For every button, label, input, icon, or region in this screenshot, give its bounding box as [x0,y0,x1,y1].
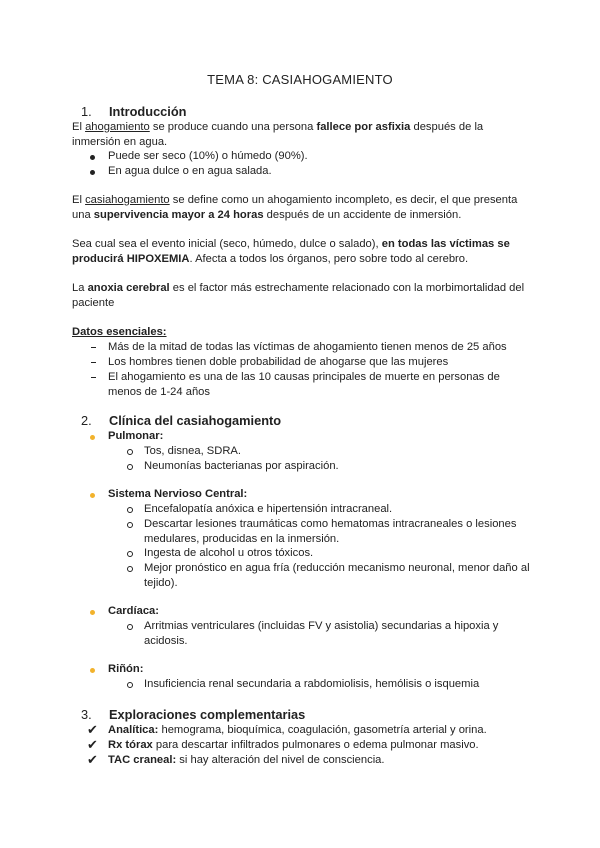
clinic-item: Mejor pronóstico en agua fría (reducción mecanismo neuronal, menor daño al tejido). [144,562,530,589]
group-title-snc: Sistema Nervioso Central: [108,488,248,500]
section-3-number: 3. [81,707,92,722]
exploration-item: TAC craneal: si hay alteración del nivel de consciencia. [108,754,385,766]
yellow-bullet [90,668,95,673]
yellow-bullet [90,493,95,498]
circle-bullet [127,566,133,572]
clinic-item: Neumonías bacterianas por aspiración. [144,460,339,472]
yellow-bullet [90,435,95,440]
bullet-dot [90,155,95,160]
section-3-title: Exploraciones complementarias [109,707,306,722]
clinic-item: Encefalopatía anóxica e hipertensión intracraneal. [144,503,393,515]
checkmark-icon: ✔ [87,752,98,767]
circle-bullet [127,449,133,455]
intro-paragraph-2: El casiahogamiento se define como un ahogamiento incompleto, es decir, el que presenta una supervivencia mayor a 24 horas después de un accidente de inmersión. [72,194,518,221]
circle-bullet [127,464,133,470]
section-2-title: Clínica del casiahogamiento [109,413,282,428]
checkmark-icon: ✔ [87,737,98,752]
group-title-rinon: Riñón: [108,663,144,675]
section-1-number: 1. [81,104,92,119]
dash-marker [91,377,96,378]
circle-bullet [127,507,133,513]
exploration-item: Analítica: hemograma, bioquímica, coagulación, gasometría arterial y orina. [108,724,487,736]
term-ahogamiento: ahogamiento [85,121,150,133]
section-2-heading [81,413,281,428]
group-title-pulmonar: Pulmonar: [108,430,164,442]
dash-marker [91,347,96,348]
clinic-item: Descartar lesiones traumáticas como hematomas intracraneales o lesiones medulares, producidas en la inmersión. [144,518,517,545]
section-3-heading [81,707,305,722]
circle-bullet [127,522,133,528]
section-1-heading [81,104,187,119]
section-1-title: Introducción [109,104,187,119]
circle-bullet [127,624,133,630]
yellow-bullet [90,610,95,615]
datos-item: El ahogamiento es una de las 10 causas principales de muerte en personas de menos de 1-24 años [108,371,500,398]
intro-bullet: En agua dulce o en agua salada. [108,165,272,177]
circle-bullet [127,682,133,688]
intro-paragraph-3: Sea cual sea el evento inicial (seco, húmedo, dulce o salado), en todas las víctimas se producirá HIPOXEMIA. Afecta a todos los órganos, pero sobre todo al cerebro. [72,238,510,265]
checkmark-icon: ✔ [87,722,98,737]
datos-item: Los hombres tienen doble probabilidad de ahogarse que las mujeres [108,356,449,368]
clinic-item: Insuficiencia renal secundaria a rabdomiolisis, hemólisis o isquemia [144,678,480,690]
document-title: TEMA 8: CASIAHOGAMIENTO [207,72,393,87]
clinic-item: Ingesta de alcohol u otros tóxicos. [144,547,314,559]
intro-paragraph-1: El ahogamiento se produce cuando una persona fallece por asfixia después de la inmersión en agua. [72,121,484,148]
term-casiahogamiento: casiahogamiento [85,194,170,206]
datos-item: Más de la mitad de todas las víctimas de ahogamiento tienen menos de 25 años [108,341,507,353]
clinic-item: Arritmias ventriculares (incluidas FV y asistolia) secundarias a hipoxia y acidosis. [144,620,499,647]
dash-marker [91,362,96,363]
bullet-dot [90,170,95,175]
section-2-number: 2. [81,413,92,428]
datos-esenciales-title: Datos esenciales: [72,326,167,338]
clinic-item: Tos, disnea, SDRA. [144,445,241,457]
circle-bullet [127,551,133,557]
intro-bullet: Puede ser seco (10%) o húmedo (90%). [108,150,308,162]
intro-paragraph-4: La anoxia cerebral es el factor más estrechamente relacionado con la morbimortalidad del paciente [72,282,525,309]
group-title-cardiaca: Cardíaca: [108,605,159,617]
exploration-item: Rx tórax para descartar infiltrados pulmonares o edema pulmonar masivo. [108,739,479,751]
